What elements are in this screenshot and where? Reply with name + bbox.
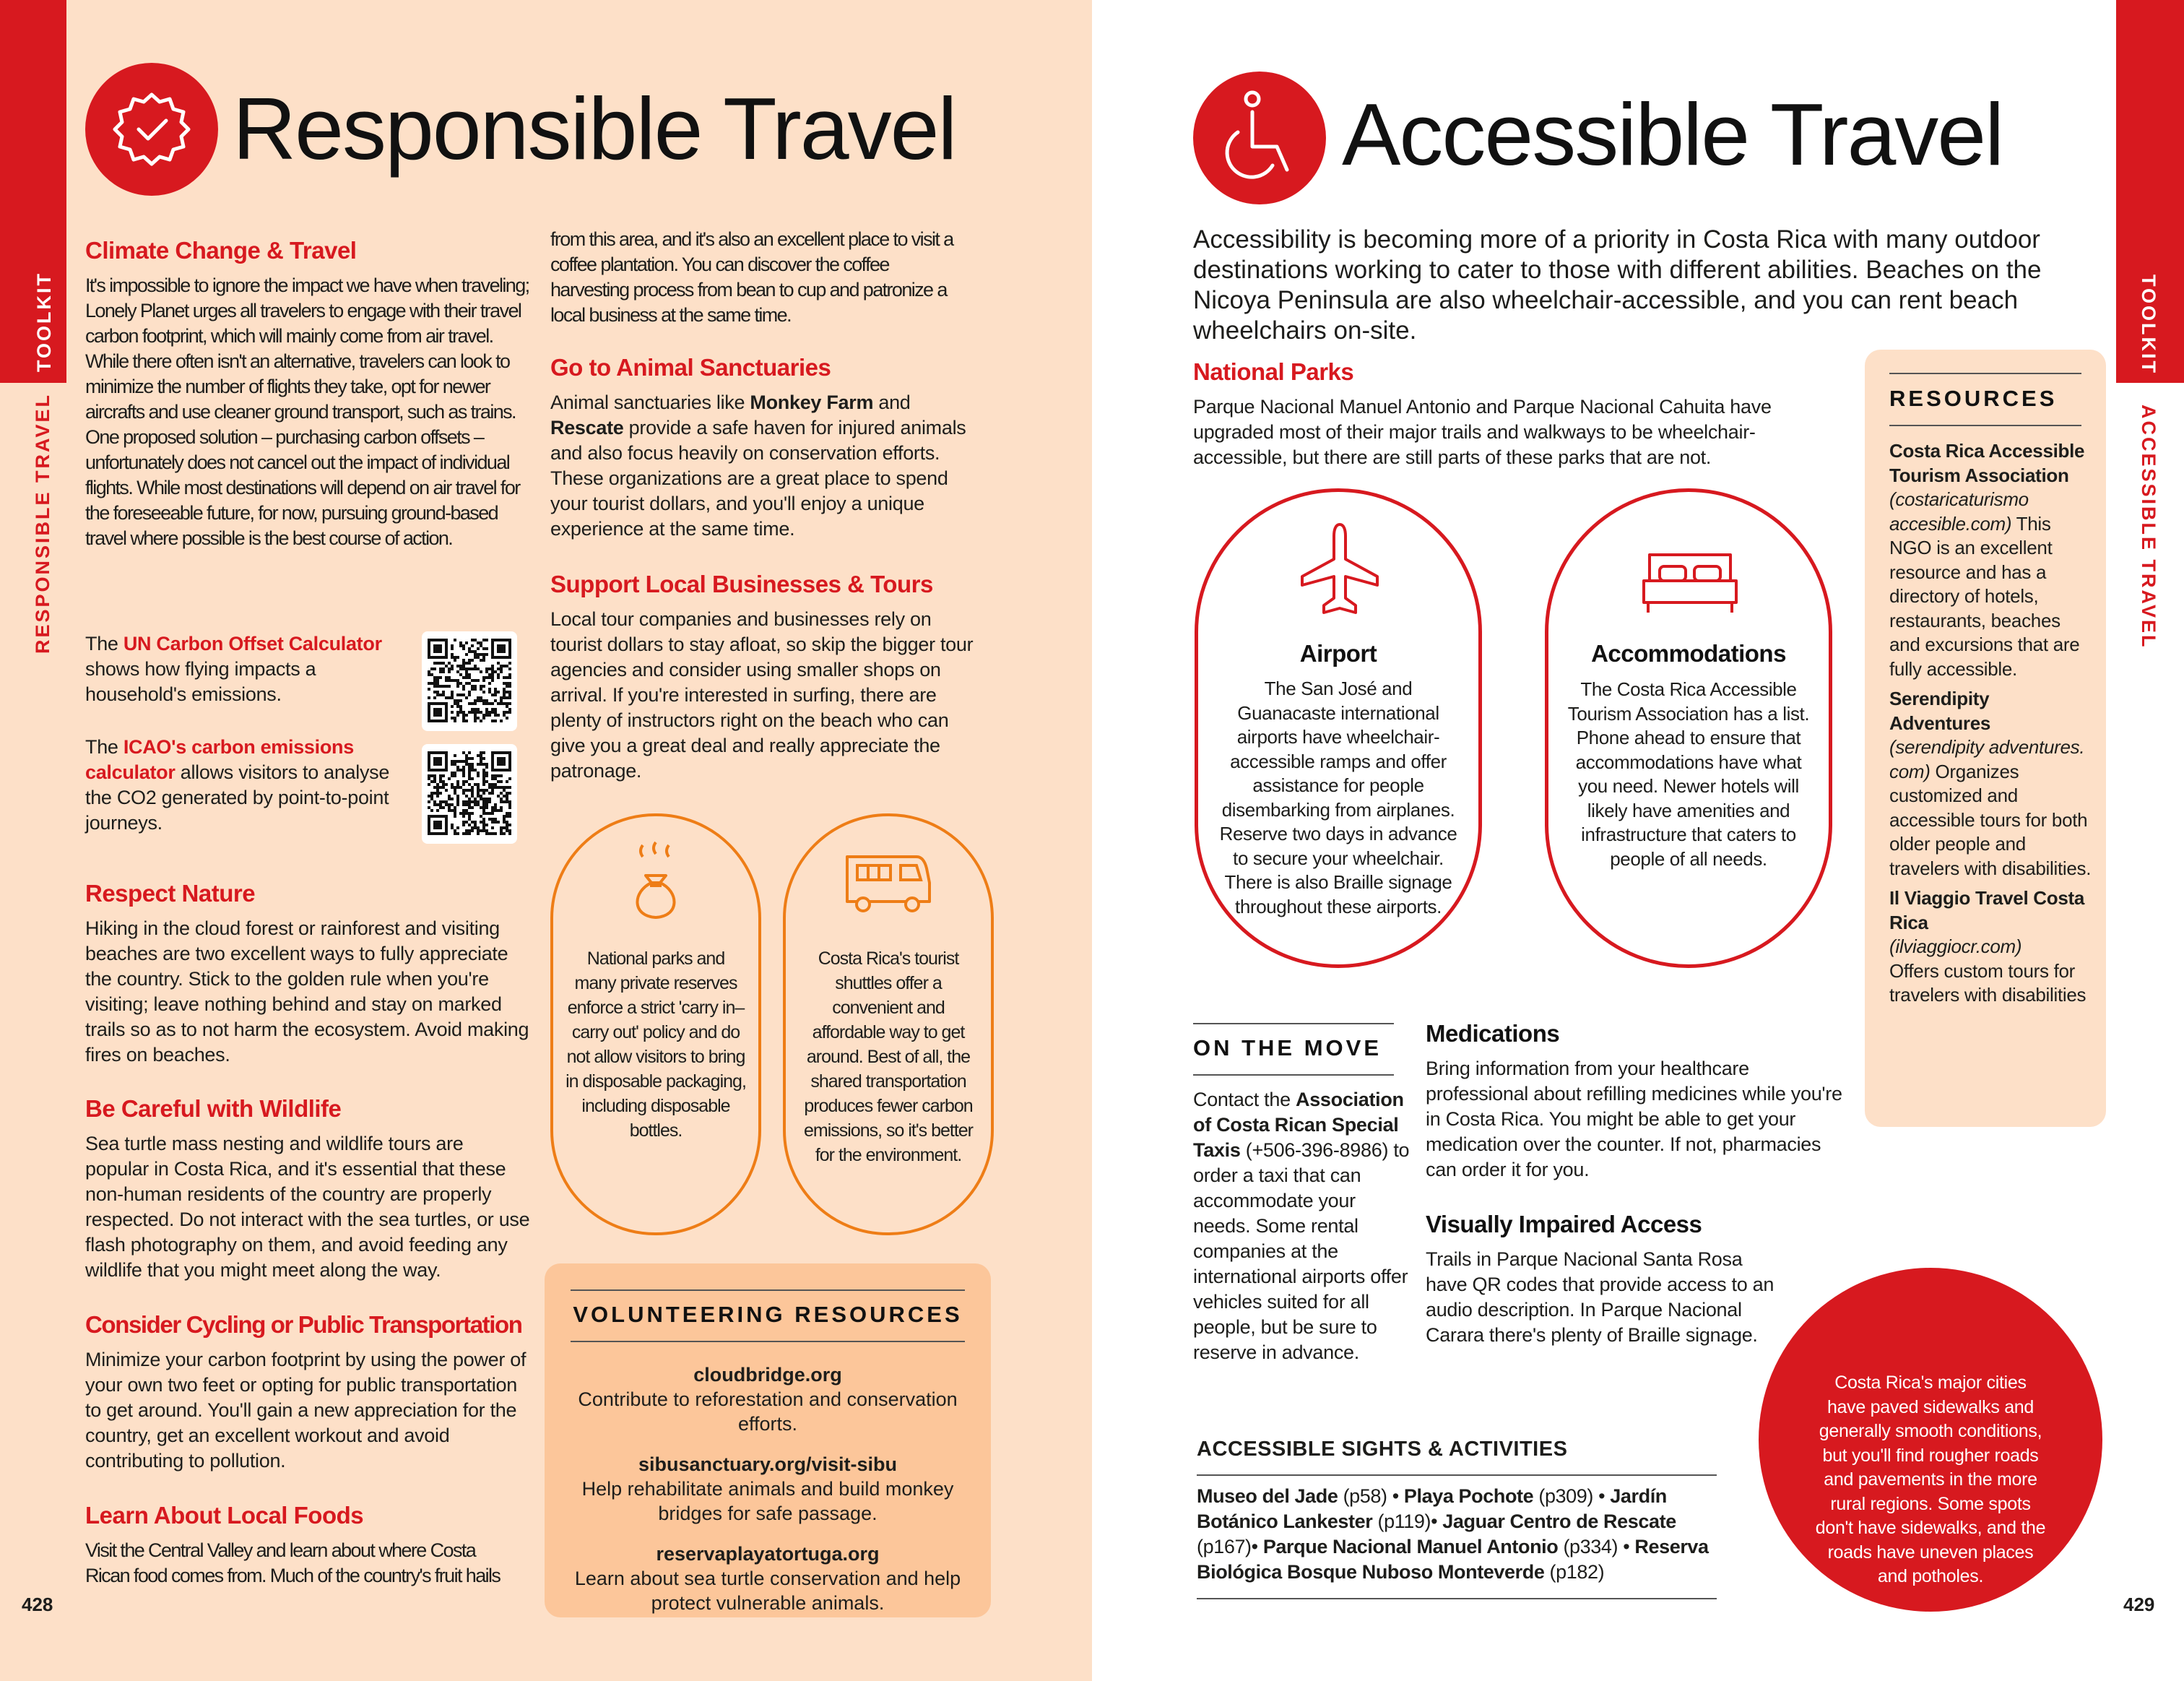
title-badge — [1193, 72, 1326, 204]
side-section-label: ACCESSIBLE TRAVEL — [2138, 405, 2159, 649]
heading-climate: Climate Change & Travel — [85, 237, 357, 264]
qr-code-icon[interactable] — [422, 631, 517, 731]
resource-item: Costa Rica Accessible Tourism Association (costaricaturismo accesible.com) This NGO is an excellent resource and has a directory of hotels, restaurants, beaches and excursions that are fully accessible. — [1889, 440, 2085, 680]
heading-wildlife: Be Careful with Wildlife — [85, 1095, 342, 1122]
heading-local-foods: Learn About Local Foods — [85, 1502, 364, 1529]
shuttle-bus-icon — [841, 847, 935, 919]
volunteering-item — [571, 1452, 965, 1526]
cycling-body: Minimize your carbon footprint by using the power of your own two feet or opting for public transportation to get around. You'll gain a new appreciation for the country, get an excellent workout and avoid contributing to pollution. — [85, 1349, 526, 1472]
resource-item: Serendipity Adventures (serendipity adventures. com) Organizes customized and accessible tours for both older people and travelers with disabilities. — [1889, 688, 2092, 879]
volunteering-list — [571, 1362, 965, 1615]
un-calculator-link[interactable]: UN Carbon Offset Calculator — [123, 633, 382, 654]
heading-medications: Medications — [1426, 1020, 1560, 1047]
airport-body: The San José and Guanacaste international airports have wheelchair-accessible ramps and offer assistance for people disembarking from airplanes. Reserve two days in advance to secure your wheelchair. There is also Braille signage throughout these airports. — [1219, 678, 1457, 917]
qr-code-icon[interactable] — [422, 744, 517, 844]
resources-heading: RESOURCES — [1889, 386, 2058, 411]
volunteering-item — [571, 1542, 965, 1615]
pill-national-parks-text: National parks and many private reserves enforce a strict 'carry in–carry out' policy and do not allow visitors to bring in disposable packaging, including disposable bottles. — [566, 948, 746, 1141]
local-foods-continued: from this area, and it's also an excellent place to visit a coffee plantation. You can discover the coffee harvesting process from bean to cup and patronize a local business at the same time. — [550, 228, 953, 326]
circle-note-text: Costa Rica's major cities have paved sidewalks and generally smooth conditions, but you'll find rougher roads and pavements in the more rural regions. Some spots don't have sidewalks, and the roads have uneven places and potholes. — [1815, 1373, 2046, 1586]
page-number: 428 — [22, 1594, 53, 1615]
volunteering-rule-bottom — [571, 1341, 965, 1342]
on-the-move-rule-top — [1193, 1023, 1394, 1024]
un-calculator-text: The UN Carbon Offset Calculator shows how flying impacts a household's emissions. — [85, 633, 382, 705]
right-page-429 — [1092, 0, 2184, 1681]
animal-sanctuaries-body: Animal sanctuaries like Monkey Farm and Rescate provide a safe haven for injured animals and also focus heavily on conservation efforts. These organizations are a great place to spend your tourist dollars, and you'll enjoy a unique experience at the same time. — [550, 392, 966, 540]
side-tab-label: TOOLKIT — [2138, 275, 2159, 375]
volunteering-desc: Help rehabilitate animals and build monkey bridges for safe passage. — [581, 1478, 954, 1524]
intro-text: Accessibility is becoming more of a priority in Costa Rica with many outdoor destinations working to cater to those with different abilities. Beaches on the Nicoya Peninsula are also wheelchair-accessible, and you can rent beach wheelchairs on-site. — [1193, 225, 2042, 345]
visually-impaired-body: Trails in Parque Nacional Santa Rosa have QR codes that provide access to an audio description. In Parque Nacional Carara there's plenty of Braille signage. — [1426, 1248, 1774, 1346]
local-businesses-body: Local tour companies and businesses rely on tourist dollars to stay afloat, so skip the bigger tour agencies and consider using smaller shops on arrival. If you're interested in surfing, there are plenty of instructors right on the beach who can give you a great deal and really appreciate the patronage. — [550, 608, 974, 782]
page-title: Accessible Travel — [1342, 85, 2003, 183]
volunteering-desc: Learn about sea turtle conservation and help protect vulnerable animals. — [574, 1568, 961, 1614]
resource-item: Il Viaggio Travel Costa Rica (ilviaggiocr.com) Offers custom tours for travelers with disabilities — [1889, 887, 2086, 1006]
resource-url[interactable]: (serendipity adventures. com) — [1889, 736, 2085, 782]
sights-list: Museo del Jade (p58) • Playa Pochote (p309) • Jardín Botánico Lankester (p119)• Jaguar Centro de Rescate (p167)• Parque Nacional Manuel Antonio (p334) • Reserva Biológica Bosque Nuboso Monteverde (p182) — [1197, 1485, 1709, 1583]
volunteering-site[interactable]: cloudbridge.org — [693, 1364, 842, 1386]
airport-heading: Airport — [1299, 640, 1377, 667]
pill-shuttles-text: Costa Rica's tourist shuttles offer a convenient and affordable way to get around. Best of all, the shared transportation produces fewer carbon emissions, so it's better for the environment. — [803, 948, 974, 1165]
icao-calculator-text: The ICAO's carbon emissions calculator allows visitors to analyse the CO2 generated by point-to-point journeys. — [85, 736, 390, 834]
page-number: 429 — [2123, 1594, 2155, 1615]
resources-list — [1889, 439, 2092, 1008]
side-section-label: RESPONSIBLE TRAVEL — [32, 392, 53, 654]
money-bag-icon — [612, 838, 699, 925]
local-foods-body: Visit the Central Valley and learn about where Costa Rican food comes from. Much of the country's fruit hails — [85, 1539, 500, 1586]
icao-calculator-link[interactable]: ICAO's carbon emissions calculator — [85, 736, 354, 783]
climate-body: It's impossible to ignore the impact we have when traveling; Lonely Planet urges all travelers to engage with their travel carbon footprint, which will mainly come from air travel. While there often isn't an alternative, travelers can look to minimize the number of flights they take, opt for newer aircrafts and use cleaner ground transport, such as trains. One proposed solution – purchasing carbon offsets – unfortunately does not cancel out the impact of individual flights. While most destinations will depend on air travel for the foreseeable future, for now, pursuing ground-based travel where possible is the best course of action. — [85, 275, 529, 549]
volunteering-item — [571, 1362, 965, 1436]
accommodations-body: The Costa Rica Accessible Tourism Association has a list. Phone ahead to ensure that accommodations have what you need. Newer hotels will likely have amenities and infrastructure that caters to people of all needs. — [1567, 678, 1810, 870]
volunteering-desc: Contribute to reforestation and conservation efforts. — [578, 1388, 958, 1435]
resources-rule-bottom — [1889, 425, 2081, 426]
respect-nature-body: Hiking in the cloud forest or rainforest and visiting beaches are two excellent ways to fully appreciate the country. Stick to the golden rule when you're visiting; leave nothing behind and stay on marked trails so as to not harm the ecosystem. Avoid making fires on beaches. — [85, 917, 529, 1066]
resource-url[interactable]: (costaricaturismo accesible.com) — [1889, 488, 2029, 535]
title-badge — [85, 63, 218, 196]
verified-badge-icon — [85, 63, 218, 196]
sights-rule-top — [1197, 1474, 1717, 1476]
medications-body: Bring information from your healthcare professional about refilling medicines while you're in Costa Rica. You might be able to get your medication over the counter. If not, pharmacies can order it for you. — [1426, 1058, 1842, 1180]
volunteering-site[interactable]: reservaplayatortuga.org — [656, 1543, 880, 1565]
on-the-move-body: Contact the Association of Costa Rican Special Taxis (+506-396-8986) to order a taxi that can accommodate your needs. Some rental companies at the international airports offer vehicles suited for all people, but be sure to reserve in advance. — [1193, 1089, 1410, 1363]
resource-url[interactable]: (ilviaggiocr.com) — [1889, 935, 2022, 957]
sights-rule-bottom — [1197, 1598, 1717, 1599]
heading-local-businesses: Support Local Businesses & Tours — [550, 571, 933, 597]
resource-name: Costa Rica Accessible Tourism Association — [1889, 440, 2085, 486]
sights-heading: ACCESSIBLE SIGHTS & ACTIVITIES — [1197, 1438, 1568, 1461]
resource-name: Il Viaggio Travel Costa Rica — [1889, 887, 2085, 933]
on-the-move-heading: ON THE MOVE — [1193, 1035, 1382, 1060]
national-parks-body: Parque Nacional Manuel Antonio and Parque Nacional Cahuita have upgraded most of their major trails and walkways to be wheelchair-accessible, but there are still parts of these parks that are not. — [1193, 396, 1772, 468]
volunteering-site[interactable]: sibusanctuary.org/visit-sibu — [638, 1453, 898, 1475]
airplane-icon — [1298, 520, 1382, 621]
resources-rule-top — [1889, 373, 2081, 374]
heading-national-parks: National Parks — [1193, 358, 1354, 385]
wheelchair-icon — [1193, 72, 1326, 204]
heading-animal-sanctuaries: Go to Animal Sanctuaries — [550, 354, 831, 381]
accommodations-heading: Accommodations — [1591, 640, 1786, 667]
wildlife-body: Sea turtle mass nesting and wildlife tours are popular in Costa Rica, and it's essential that these non-human residents of the country are properly respected. Do not interact with the sea turtles, or use flash photography on them, and avoid feeding any wildlife that you might meet along the way. — [85, 1133, 530, 1281]
volunteering-rule-top — [571, 1289, 965, 1291]
heading-visually-impaired: Visually Impaired Access — [1426, 1211, 1702, 1237]
on-the-move-rule-bottom — [1193, 1074, 1394, 1076]
heading-respect-nature: Respect Nature — [85, 880, 256, 907]
heading-cycling: Consider Cycling or Public Transportation — [85, 1311, 522, 1338]
side-tab-label: TOOLKIT — [33, 272, 55, 372]
volunteering-heading: VOLUNTEERING RESOURCES — [573, 1302, 963, 1327]
resource-name: Serendipity Adventures — [1889, 688, 1991, 734]
page-title: Responsible Travel — [233, 79, 956, 178]
bed-icon — [1641, 548, 1739, 617]
